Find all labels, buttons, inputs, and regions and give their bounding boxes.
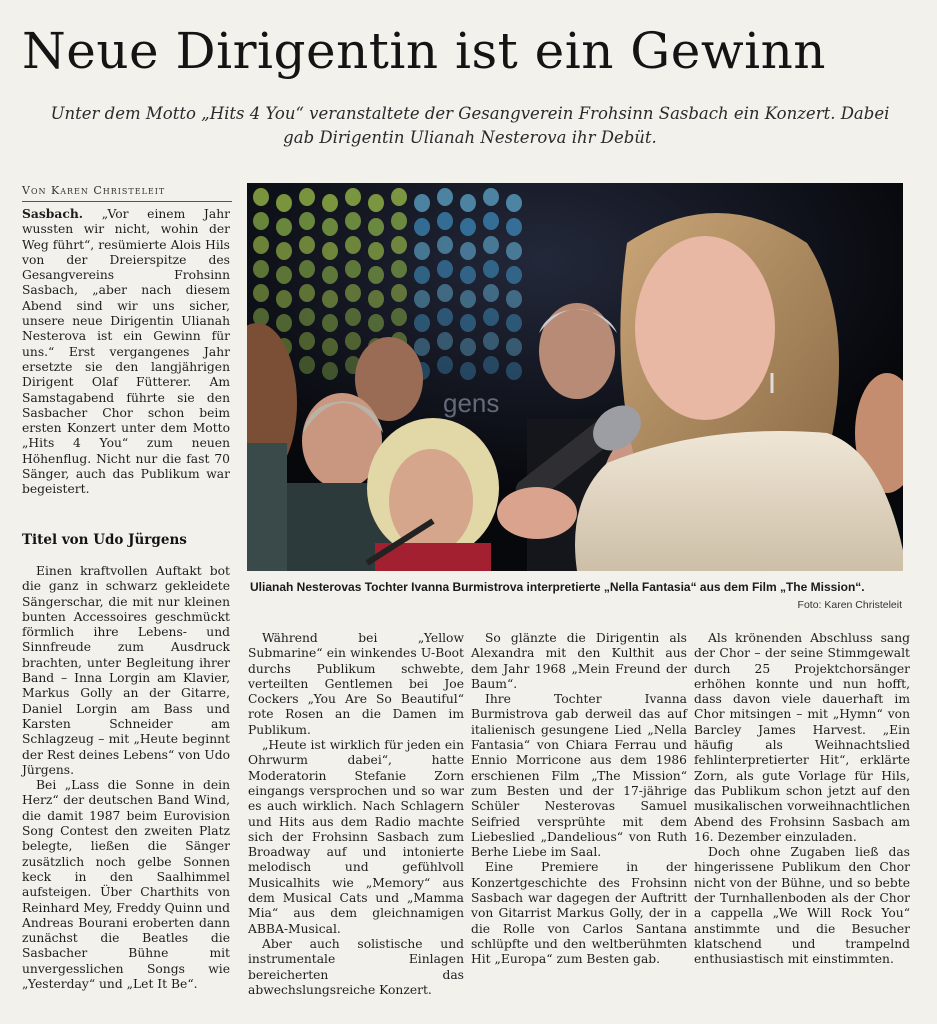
article-column-2: [248, 631, 464, 998]
led-dot: [299, 236, 315, 254]
led-dot: [414, 218, 430, 236]
led-dot: [506, 218, 522, 236]
led-dot: [483, 260, 499, 278]
concert-photo-illustration: [247, 183, 903, 571]
paragraph: „Heute ist wirklich für jeden ein Ohrwurm dabei“, hatte Moderatorin Stefanie Zorn eingangs versprochen und so war es auch wirklich. Nach Schlagern und Hits aus dem Radio machte sich der Frohsinn Sasbach zum Broadway auf und intonierte melodisch und gefühlvoll Musicalhits wie „Memory“ aus dem Musical Cats und „Mamma Mia“ aus dem gleichnamigen ABBA-Musical.: [248, 738, 464, 936]
led-dot: [299, 188, 315, 206]
led-dot: [460, 290, 476, 308]
led-dot: [345, 236, 361, 254]
led-dot: [253, 284, 269, 302]
led-dot: [368, 242, 384, 260]
subheadline: [20, 102, 920, 150]
led-dot: [506, 266, 522, 284]
led-dot: [276, 194, 292, 212]
led-dot: [483, 236, 499, 254]
article-column-1: [22, 564, 230, 992]
paragraph: So glänzte die Dirigentin als Alexandra mit den Kulthit aus dem Jahr 1968 „Mein Freund der Baum“.: [471, 631, 687, 691]
led-dot: [437, 356, 453, 374]
led-dot: [506, 314, 522, 332]
led-dot: [391, 260, 407, 278]
led-dot: [368, 218, 384, 236]
led-dot: [437, 284, 453, 302]
soloist-face: [635, 236, 775, 420]
led-dot: [460, 218, 476, 236]
led-dot: [414, 338, 430, 356]
led-dot: [460, 314, 476, 332]
led-dot: [276, 218, 292, 236]
led-dot: [322, 314, 338, 332]
dateline: Sasbach.: [22, 206, 84, 221]
led-dot: [345, 188, 361, 206]
article-column-4: [694, 631, 910, 968]
led-dot: [276, 266, 292, 284]
led-dot: [483, 332, 499, 350]
led-dot: [506, 362, 522, 380]
headline: Neue Dirigentin ist ein Gewinn: [22, 22, 827, 80]
led-dot: [437, 236, 453, 254]
photo-caption: Ulianah Nesterovas Tochter Ivanna Burmistrova interpretierte „Nella Fantasia“ aus dem Film „The Mission“.: [250, 580, 865, 594]
article-intro: [22, 206, 230, 498]
led-dot: [414, 242, 430, 260]
led-dot: [483, 188, 499, 206]
led-dot: [345, 332, 361, 350]
led-dot: [253, 188, 269, 206]
led-dot: [253, 212, 269, 230]
led-dot: [391, 236, 407, 254]
led-dot: [299, 356, 315, 374]
paragraph: Einen kraftvollen Auftakt bot die ganz in schwarz gekleidete Sängerschar, die mit nur kleinen bunten Accessoires geschmückt förmlich ihre Lebens- und Sinnfreude zum Ausdruck brachten, unter Begleitung ihrer Band – Inna Lorgin am Klavier, Markus Golly an der Gitarre, Daniel Lorgin am Bass und Karsten Schneider am Schlagzeug – mit „Heute beginnt der Rest deines Lebens“ von Udo Jürgens.: [22, 564, 230, 777]
led-dot: [322, 290, 338, 308]
led-dot: [299, 308, 315, 326]
paragraph: Aber auch solistische und instrumentale Einlagen bereicherten das abwechslungsreiche Konzert.: [248, 936, 464, 997]
byline: Von Karen Christeleit: [22, 184, 232, 202]
led-dot: [437, 308, 453, 326]
led-dot: [391, 284, 407, 302]
led-dot: [322, 194, 338, 212]
soloist-hand: [497, 487, 577, 539]
led-dot: [506, 338, 522, 356]
led-dot: [391, 212, 407, 230]
led-dot: [299, 212, 315, 230]
led-dot: [299, 332, 315, 350]
led-dot: [414, 314, 430, 332]
backdrop-lettering: gens: [443, 388, 500, 418]
led-dot: [506, 290, 522, 308]
section-subhead: Titel von Udo Jürgens: [22, 532, 187, 548]
led-dot: [322, 242, 338, 260]
concert-photo: [247, 183, 903, 571]
led-dot: [253, 260, 269, 278]
led-dot: [460, 338, 476, 356]
led-dot: [460, 194, 476, 212]
intro-paragraph: [22, 206, 230, 498]
led-dot: [322, 266, 338, 284]
led-dot: [299, 284, 315, 302]
led-dot: [368, 194, 384, 212]
led-dot: [368, 314, 384, 332]
paragraph: Als krönenden Abschluss sang der Chor – der seine Stimmgewalt durch 25 Projektchorsänger erhöhen konnte und nun hofft, dass davon viele dauerhaft im Chor mitsingen – mit „Hymn“ von Barcley James Harvest. „Ein häufig als Weihnachtslied fehlinterpretierter Hit“, erklärte Zorn, als gute Vorlage für Hils, das Publikum schon jetzt auf den musikalischen vorweihnachtlichen Abend des Frohsinn Sasbach am 16. Dezember einzuladen.: [694, 631, 910, 844]
led-dot: [322, 362, 338, 380]
subheadline-line-2: gab Dirigentin Ulianah Nesterova ihr Debüt.: [283, 128, 657, 147]
led-dot: [506, 194, 522, 212]
led-dot: [345, 284, 361, 302]
led-dot: [460, 362, 476, 380]
led-dot: [345, 260, 361, 278]
led-dot: [506, 242, 522, 260]
led-dot: [299, 260, 315, 278]
led-dot: [414, 266, 430, 284]
led-dot: [368, 266, 384, 284]
led-dot: [391, 308, 407, 326]
paragraph: Während bei „Yellow Submarine“ ein winkendes U-Boot durchs Publikum schwebte, verteilten Gentlemen bei Joe Cockers „You Are So Beautiful“ rote Rosen an die Damen im Publikum.: [248, 631, 464, 737]
paragraph: Eine Premiere in der Konzertgeschichte des Frohsinn Sasbach war dagegen der Auftritt von Gitarrist Markus Golly, der in die Rolle von Carlos Santana schlüpfte und den weltberühmten Hit „Europa“ zum Besten gab.: [471, 860, 687, 967]
paragraph: Bei „Lass die Sonne in dein Herz“ der deutschen Band Wind, die damit 1987 beim Eurovision Song Contest den zweiten Platz belegte, ließen die Sänger zusätzlich noch gelbe Sonnen keck in den Saalhimmel aufsteigen. Über Charthits von Reinhard Mey, Freddy Quinn und Andreas Bourani eroberten dann zunächst die Beatles die Sasbacher Bühne mit unvergesslichen Songs wie „Yesterday“ und „Let It Be“.: [22, 778, 230, 992]
photo-credit: Foto: Karen Christeleit: [797, 599, 902, 611]
article-column-3: [471, 631, 687, 968]
subheadline-line-1: Unter dem Motto „Hits 4 You“ veranstaltete der Gesangverein Frohsinn Sasbach ein Konzert. Dabei: [50, 104, 890, 123]
led-dot: [368, 290, 384, 308]
led-dot: [460, 242, 476, 260]
led-dot: [437, 188, 453, 206]
led-dot: [345, 212, 361, 230]
led-dot: [483, 308, 499, 326]
led-dot: [483, 212, 499, 230]
led-dot: [483, 356, 499, 374]
led-dot: [276, 290, 292, 308]
paragraph: Doch ohne Zugaben ließ das hingerissene Publikum den Chor nicht von der Bühne, und so bebte der Turnhallenboden als der Chor a cappella „We Will Rock You“ anstimmte und die Besucher klatschend und trampelnd enthusiastisch mit einstimmten.: [694, 845, 910, 967]
led-dot: [437, 212, 453, 230]
led-dot: [253, 236, 269, 254]
led-dot: [345, 308, 361, 326]
led-dot: [322, 338, 338, 356]
led-dot: [276, 314, 292, 332]
led-dot: [391, 188, 407, 206]
led-dot: [483, 284, 499, 302]
paragraph: Ihre Tochter Ivanna Burmistrova gab derweil das auf italienisch gesungene Lied „Nella Fantasia“ von Chiara Ferrau und Ennio Morricone aus dem 1986 erschienen Film „The Mission“ zum Besten und der 17-jährige Schüler Nesterovas Samuel Seifried versprühte mit dem Liebeslied „Dandelious“ von Ruth Berhe Liebe im Saal.: [471, 692, 687, 860]
led-dot: [437, 332, 453, 350]
led-dot: [437, 260, 453, 278]
led-dot: [414, 194, 430, 212]
led-dot: [322, 218, 338, 236]
led-dot: [276, 242, 292, 260]
led-dot: [460, 266, 476, 284]
led-dot: [414, 290, 430, 308]
intro-text: „Vor einem Jahr wussten wir nicht, wohin der Weg führt“, resümierte Alois Hils von der Dreierspitze des Gesangvereins Frohsinn Sasbach, „aber nach diesem Abend sind wir uns sicher, unsere neue Dirigentin Ulianah Nesterova ist ein Gewinn für uns.“ Erst vergangenes Jahr ersetzte sie den langjährigen Dirigent Olaf Fütterer. Am Samstagabend führte sie den Sasbacher Chor schon beim ersten Konzert unter dem Motto „Hits 4 You“ zum neuen Höhenflug. Nicht nur die fast 70 Sänger, auch das Publikum war begeistert.: [22, 207, 230, 497]
